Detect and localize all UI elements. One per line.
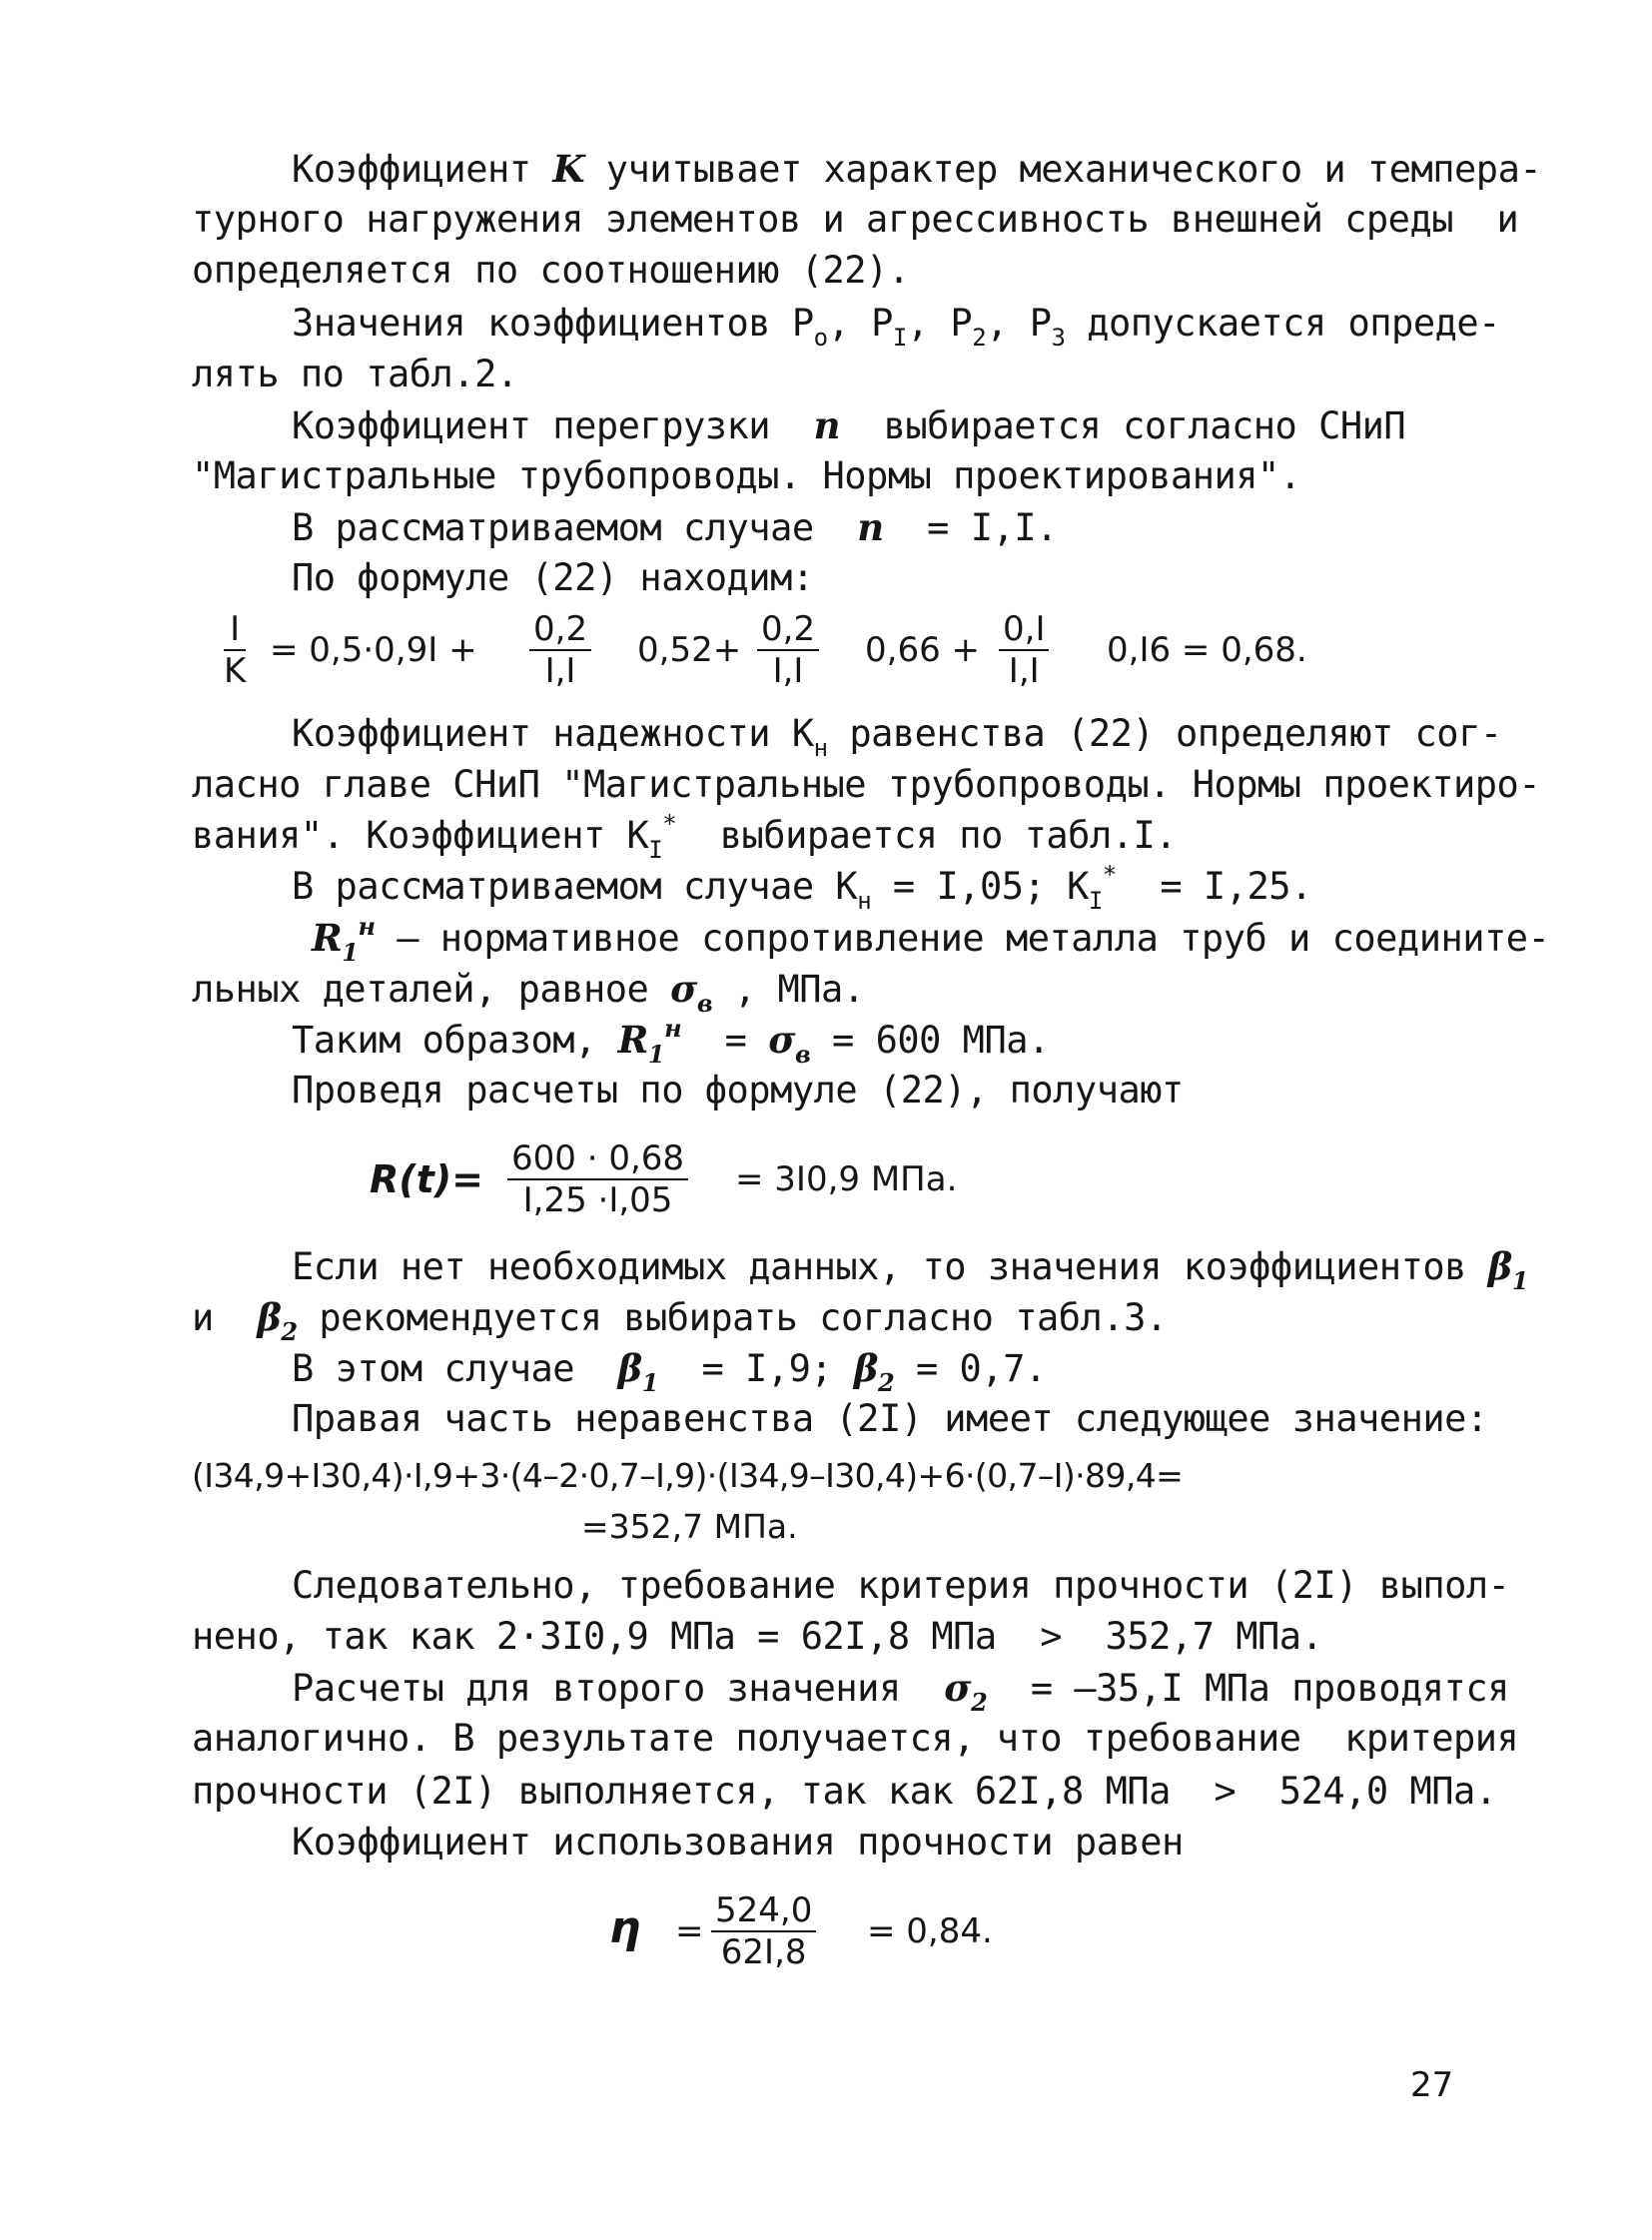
para-15-line-2: аналогично. В результате получается, что требование критерия — [192, 1717, 1519, 1760]
eq1-fraction-2: $\frac{0,2}{I,I}$ — [529, 609, 591, 691]
eq3-line-2: =352,7 МПа. — [581, 1507, 798, 1546]
eq2-fraction: $\frac{600 \cdot 0,68}{I,25 \cdot I,05}$ — [507, 1138, 688, 1220]
eq4-rhs: = 0,84. — [867, 1911, 993, 1951]
para-5: По формуле (22) находим: — [292, 556, 814, 599]
para-2-line-2: лять по табл.2. — [192, 353, 518, 395]
eq4-fraction: $\frac{524,0}{62I,8}$ — [711, 1890, 816, 1972]
eq1-term-4: 0,I6 = 0,68. — [1107, 630, 1307, 670]
eq1-fraction-3: $\frac{0,2}{I,I}$ — [757, 609, 819, 691]
eq4-equals: = — [675, 1911, 704, 1951]
para-1-line-3: определяется по соотношению (22). — [192, 249, 910, 292]
para-14-line-2: нено, так как 2·3I0,9 МПа = 62I,8 МПа > 352,7 МПа. — [192, 1615, 1323, 1658]
para-6-line-3: вания". Коэффициент $K_I^*$ выбирается по табл.I. — [192, 810, 1178, 864]
para-6-line-2: ласно главе СНиП "Магистральные трубопроводы. Нормы проектиро- — [192, 763, 1541, 806]
para-16: Коэффициент использования прочности равен — [292, 1821, 1184, 1864]
para-8-line-2: льных деталей, равное $\sigma_в$ , МПа. — [192, 967, 865, 1018]
eq1-fraction-4: $\frac{0,I}{I,I}$ — [999, 609, 1049, 691]
eq2-lhs: R(t)= — [370, 1157, 483, 1201]
para-3-line-2: "Магистральные трубопроводы. Нормы проектирования". — [192, 454, 1301, 497]
para-10: Проведя расчеты по формуле (22), получают — [292, 1069, 1184, 1112]
para-2-line-1: Значения коэффициентов $P_o$, $P_I$, $P_2$, $P_3$ допускается опреде- — [292, 302, 1500, 352]
para-15-line-1: Расчеты для второго значения $\sigma_2 = -35,I$ МПа проводятся — [292, 1666, 1509, 1717]
para-13: Правая часть неравенства (2I) имеет следующее значение: — [292, 1397, 1488, 1440]
eq1-term-3: 0,66 + — [865, 630, 980, 670]
para-1-line-1: Коэффициент K учитывает характер механического и темпера- — [292, 147, 1542, 191]
eq4-lhs: η — [609, 1902, 641, 1953]
para-7: В рассматриваемом случае $K_н = I,05$; $K_I^* = I,25$. — [292, 861, 1312, 915]
para-1-line-2: турного нагружения элементов и агрессивность внешней среды и — [192, 198, 1519, 241]
para-11-line-1: Если нет необходимых данных, то значения коэффициентов $\beta_1$ — [292, 1244, 1528, 1295]
eq3-line-1: (I34,9+I30,4)·I,9+3·(4–2·0,7–I,9)·(I34,9–I30,4)+6·(0,7–I)·89,4= — [192, 1456, 1184, 1495]
eq1-term-2: 0,52+ — [637, 630, 742, 670]
para-8-line-1: $R_1^н$ – нормативное сопротивление металла труб и соедините- — [312, 912, 1550, 967]
para-6-line-1: Коэффициент надежности $K_н$ равенства (22) определяют сог- — [292, 712, 1502, 762]
para-15-line-3: прочности (2I) выполняется, так как 62I,8 МПа > 524,0 МПа. — [192, 1770, 1497, 1813]
page-number: 27 — [1410, 2065, 1454, 2105]
para-14-line-1: Следовательно, требование критерия прочности (2I) выпол- — [292, 1564, 1510, 1607]
para-9: Таким образом, $R_1^н = \sigma_в = 600$ МПа. — [292, 1014, 1050, 1069]
eq1-term-1: = 0,5·0,9I + — [270, 630, 477, 670]
eq1-fraction-1: $\frac{I}{K}$ — [224, 609, 247, 691]
para-4: В рассматриваемом случае n = I,I. — [292, 505, 1058, 549]
eq2-rhs: = 3I0,9 МПа. — [735, 1159, 958, 1199]
para-12: В этом случае $\beta_1 = I,9$; $\beta_2 = 0,7$. — [292, 1346, 1047, 1397]
para-3-line-1: Коэффициент перегрузки n выбирается согласно СНиП — [292, 403, 1406, 447]
para-11-line-2: и $\beta_2$ рекомендуется выбирать согласно табл.3. — [192, 1295, 1168, 1346]
